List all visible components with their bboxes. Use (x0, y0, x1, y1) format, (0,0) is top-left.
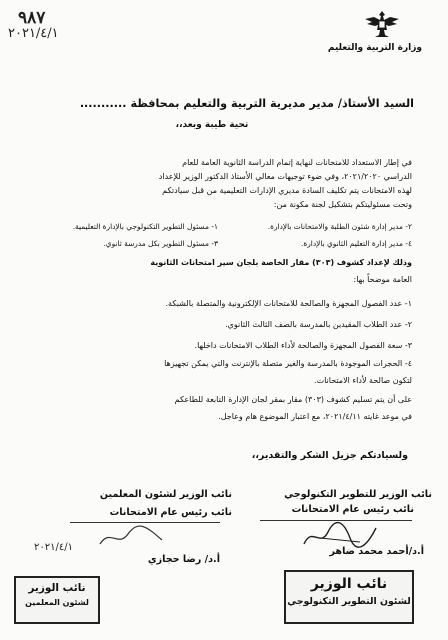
handwritten-number: ٩٨٧ (18, 8, 46, 28)
signature-name: أ.د/أحمد محمد ضاهر (329, 546, 424, 557)
body-paragraph-line: لهذه الامتحانات يتم تكليف السادة مديري الإدارات التعليمية من قبل سيادتكم (162, 186, 412, 195)
committee-item: ٢- مدير إدارة شئون الطلبة والامتحانات بالإدارة. (267, 222, 412, 231)
stamp-line: نائب الوزير (28, 582, 86, 594)
signature-title: نائب رئيس عام الامتحانات (291, 504, 414, 515)
requirement-item: ١- عدد الفصول المجهزة والصالحة للامتحانات الإلكترونية والمتصلة بالشبكة. (165, 299, 412, 308)
handwritten-date: ٢٠٢١/٤/١ (8, 26, 59, 41)
signature-name: أ.د/ رضا حجازي (147, 554, 220, 565)
stamp-line: لشئون التطوير التكنولوجي (287, 596, 411, 607)
signature-title: نائب الوزير لشئون المعلمين (99, 489, 232, 500)
body-paragraph-line: في موعد غايته ٢٠٢١/٤/١١، مع اعتبار الموضوع هام وعاجل. (218, 412, 412, 421)
signature-scribble-icon (96, 522, 166, 552)
handwritten-date: ٢٠٢١/٤/١ (34, 542, 73, 553)
greeting: تحية طيبة وبعد،، (175, 120, 249, 130)
salutation: السيد الأستاذ/ مدير مديرية التربية والتعليم بمحافظة ........... (79, 97, 414, 110)
signature-title: نائب الوزير للتطوير التكنولوجي (284, 489, 432, 500)
body-paragraph-line: في إطار الاستعداد للامتحانات لنهاية إتمام الدراسة الثانوية العامة للعام (182, 158, 412, 167)
requirement-item: ٤- الحجرات الموجودة بالمدرسة والغير متصلة بالإنترنت والتي يمكن تجهيزها (164, 359, 412, 368)
official-stamp (284, 570, 414, 624)
body-paragraph-line: وتحت مسئوليتكم بتشكيل لجنة مكونة من: (273, 200, 412, 209)
requirement-item: لتكون صالحة لأداء الامتحانات. (314, 376, 412, 385)
ministry-name: وزارة التربية والتعليم (327, 43, 422, 53)
body-paragraph-line: العامة موضحاً بها: (353, 275, 412, 284)
body-paragraph-line: على أن يتم تسليم كشوف (٣٠٣) مقار بمقر لجان الإدارة التابعة للطاعكم (174, 395, 412, 404)
body-paragraph-line: وذلك لإعداد كشوف (٣٠٣) مقار الخاصة بلجان سير امتحانات الثانوية (150, 258, 412, 267)
requirement-item: ٣- سعة الفصول المجهزة والصالحة لأداء الطلاب الامتحانات داخلها. (194, 341, 412, 350)
stamp-line: لشئون المعلمين (25, 598, 89, 607)
signature-title: نائب رئيس عام الامتحانات (109, 507, 232, 518)
committee-item: ٣- مسئول التطوير بكل مدرسة ثانوي. (103, 239, 218, 248)
official-stamp (14, 576, 100, 624)
body-paragraph-line: الدراسي ٢٠٢١/٢٠٢٠، وفي ضوء توجيهات معالي الأستاذ الدكتور الوزير للإعداد (158, 172, 412, 181)
requirement-item: ٢- عدد الطلاب المقيدين بالمدرسة بالصف الثالث الثانوي. (225, 320, 412, 329)
committee-item: ١- مسئول التطوير التكنولوجي بالإدارة التعليمية. (72, 222, 218, 231)
eagle-emblem-icon (362, 8, 402, 40)
committee-item: ٤- مدير إدارة التعليم الثانوي بالإدارة. (300, 239, 412, 248)
stamp-line: نائب الوزير (310, 576, 388, 592)
closing-line: ولسيادتكم جزيل الشكر والتقدير،، (251, 450, 408, 461)
